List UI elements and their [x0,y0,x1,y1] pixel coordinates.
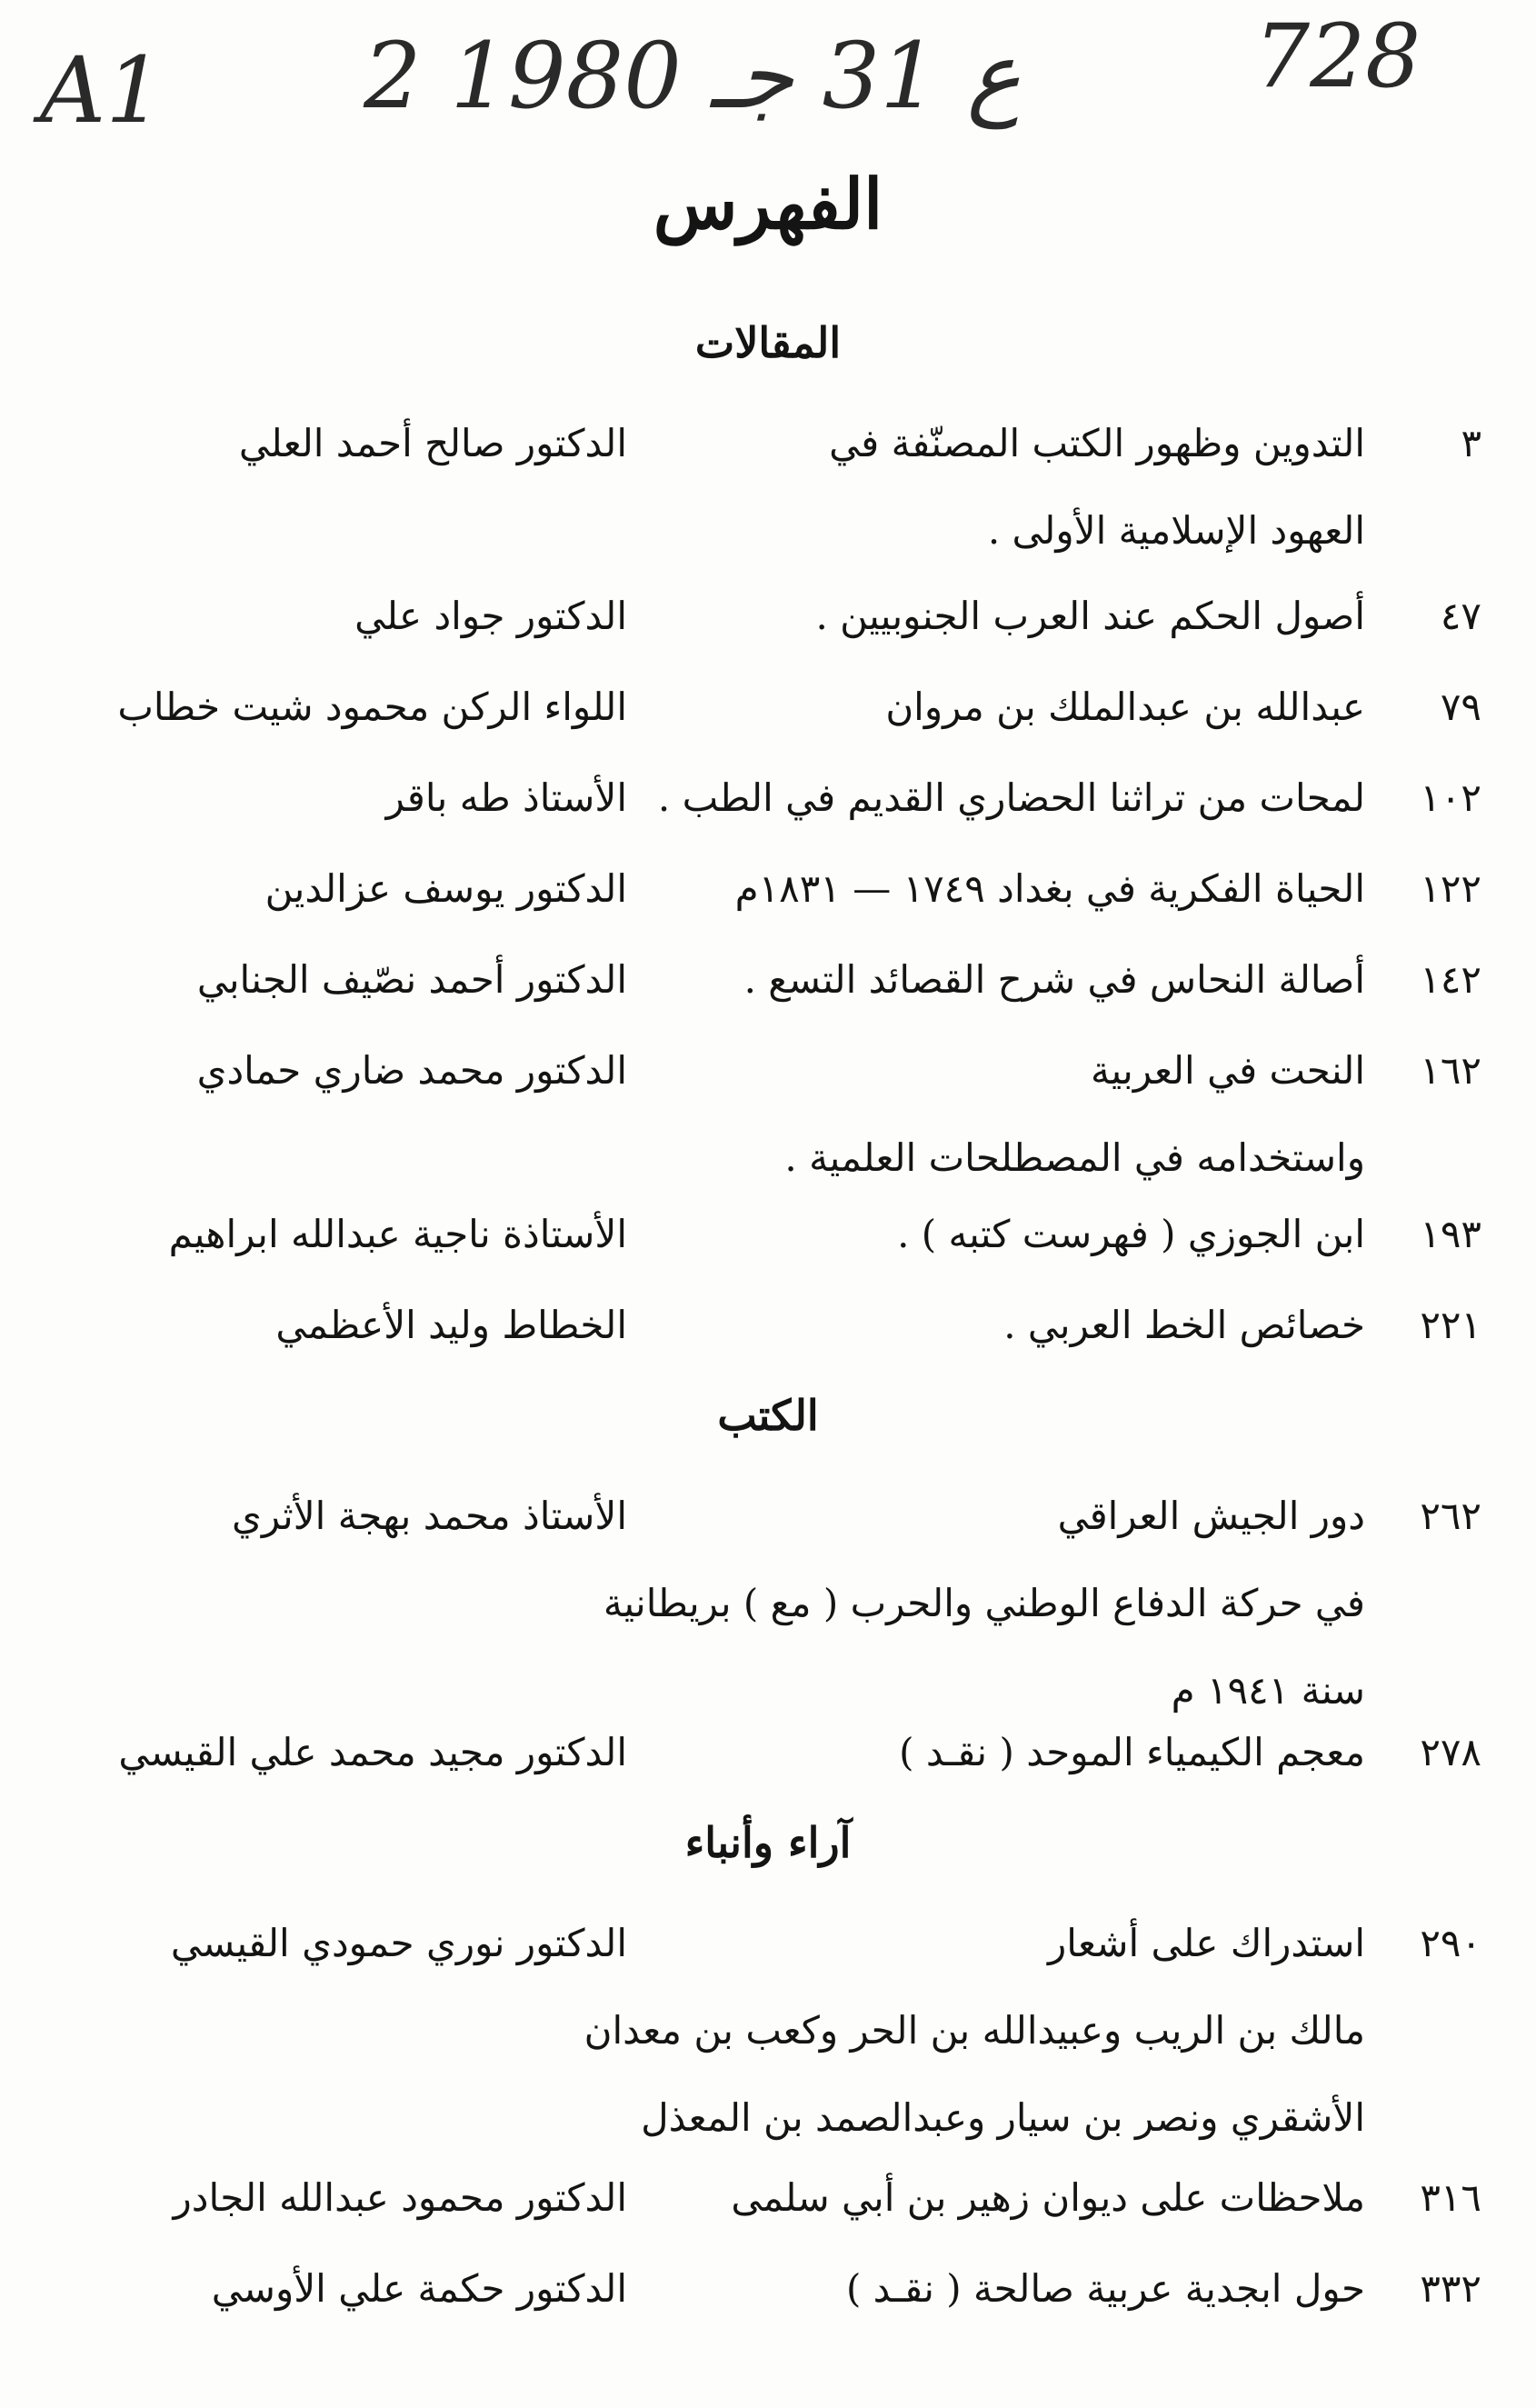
toc-entry [55,754,1481,836]
entry-author: الدكتور أحمد نصّيف الجنابي [196,957,627,1002]
entry-title-line: واستخدامه في المصطلحات العلمية . [784,1135,1365,1180]
entry-page-number: ٢٦٢ [1420,1494,1481,1538]
entry-author: الأستاذة ناجية عبدالله ابراهيم [168,1212,627,1256]
entry-author: اللواء الركن محمود شيت خطاب [117,684,627,729]
entry-page-number: ١٠٢ [1420,775,1481,820]
entry-page-number: ١٩٣ [1420,1212,1481,1256]
entry-title [620,1191,1365,1278]
toc-entry [55,400,1481,553]
entry-author: الدكتور مجيد محمد علي القيسي [118,1730,627,1774]
entry-title-line: عبدالله بن عبدالملك بن مروان [885,684,1365,729]
entry-title-line: ابن الجوزي ( فهرست كتبه ) . [897,1212,1365,1256]
entry-page-number: ٣ [1461,421,1481,465]
entry-author: الأستاذ طه باقر [385,775,627,820]
handwritten-annotation [0,5,1536,167]
entry-title-line: أصالة النحاس في شرح القصائد التسع . [743,957,1365,1002]
entry-page-number: ١٢٢ [1420,866,1481,911]
entry-title [620,573,1365,660]
entry-title [620,400,1365,575]
entry-title [620,1709,1365,1796]
entry-title [620,936,1365,1024]
entry-title [620,2245,1365,2333]
entry-page-number: ٢٧٨ [1420,1730,1481,1774]
entry-page-number: ٧٩ [1440,684,1481,729]
entry-page-number: ٤٧ [1440,594,1481,638]
handwritten-catalog-number: 728 [1254,5,1421,107]
entry-title-line: العهود الإسلامية الأولى . [987,508,1365,553]
page-title: الفهرس [653,164,883,245]
entry-author: الخطاط وليد الأعظمي [275,1303,627,1347]
entry-title [603,1473,1365,1734]
toc-entry [55,2154,1481,2236]
entry-title-line: خصائص الخط العربي . [1003,1303,1365,1347]
entry-title [620,1282,1365,1369]
entry-author: الدكتور صالح أحمد العلي [238,421,627,465]
toc-entry [55,1900,1481,2140]
entry-title-line: التدوين وظهور الكتب المصنّفة في [829,421,1365,465]
entry-author: الدكتور نوري حمودي القيسي [170,1921,627,1965]
entry-title-line: أصول الحكم عند العرب الجنوبيين . [815,594,1365,638]
section-heading-books: الكتب [717,1391,819,1440]
entry-title [620,845,1365,933]
handwritten-catalog-code: 2 ع 31 جـ 1980 [364,23,1022,129]
section-heading-articles: المقالات [694,318,842,367]
toc-entry [55,1473,1481,1713]
entry-title-line: مالك بن الريب وعبيدالله بن الحر وكعب بن معدان [583,2008,1365,2053]
entry-page-number: ٢٩٠ [1420,1921,1481,1965]
toc-entry [55,936,1481,1018]
entry-title [620,1027,1365,1202]
entry-title [620,664,1365,751]
entry-title-line: استدراك على أشعار [1047,1921,1365,1965]
entry-page-number: ٣٣٢ [1420,2266,1481,2311]
entry-title-line: الحياة الفكرية في بغداد ١٧٤٩ — ١٨٣١م [734,866,1365,911]
entry-title-line: حول ابجدية عربية صالحة ( نقـد ) [845,2266,1365,2311]
entry-title-line: دور الجيش العراقي [1057,1494,1365,1538]
entry-author: الأستاذ محمد بهجة الأثري [231,1494,627,1538]
entry-title-line: الأشقري ونصر بن سيار وعبدالصمد بن المعذل [641,2095,1365,2140]
entry-author: الدكتور يوسف عزالدين [264,866,627,911]
toc-entry [55,1191,1481,1273]
entry-author: الدكتور محمد ضاري حمادي [196,1048,627,1093]
entry-page-number: ١٦٢ [1420,1048,1481,1093]
entry-title [620,2154,1365,2242]
entry-title-line: ملاحظات على ديوان زهير بن أبي سلمى [731,2175,1365,2220]
entry-page-number: ٢٢١ [1420,1303,1481,1347]
entry-title-line: في حركة الدفاع الوطني والحرب ( مع ) بريطانية [603,1581,1365,1625]
handwritten-left-code: A1 [40,37,164,144]
entry-author: الدكتور محمود عبدالله الجادر [173,2175,627,2220]
toc-entry [55,664,1481,745]
entry-page-number: ١٤٢ [1420,957,1481,1002]
entry-title-line: معجم الكيمياء الموحد ( نقـد ) [899,1730,1365,1774]
toc-entry [55,1282,1481,1364]
entry-title-line: سنة ١٩٤١ م [1171,1668,1365,1713]
entry-title [620,754,1365,842]
entry-title-line: النحت في العربية [1090,1048,1365,1093]
toc-entry [55,1027,1481,1180]
toc-entry [55,573,1481,654]
toc-entry [55,2245,1481,2327]
entry-author: الدكتور جواد علي [354,594,627,638]
entry-title-line: لمحات من تراثنا الحضاري القديم في الطب . [657,775,1365,820]
toc-entry [55,845,1481,927]
toc-entry [55,1709,1481,1791]
entry-title [583,1900,1365,2162]
entry-page-number: ٣١٦ [1420,2175,1481,2220]
entry-author: الدكتور حكمة علي الأوسي [211,2266,627,2311]
section-heading-opinions: آراء وأنباء [684,1818,852,1867]
